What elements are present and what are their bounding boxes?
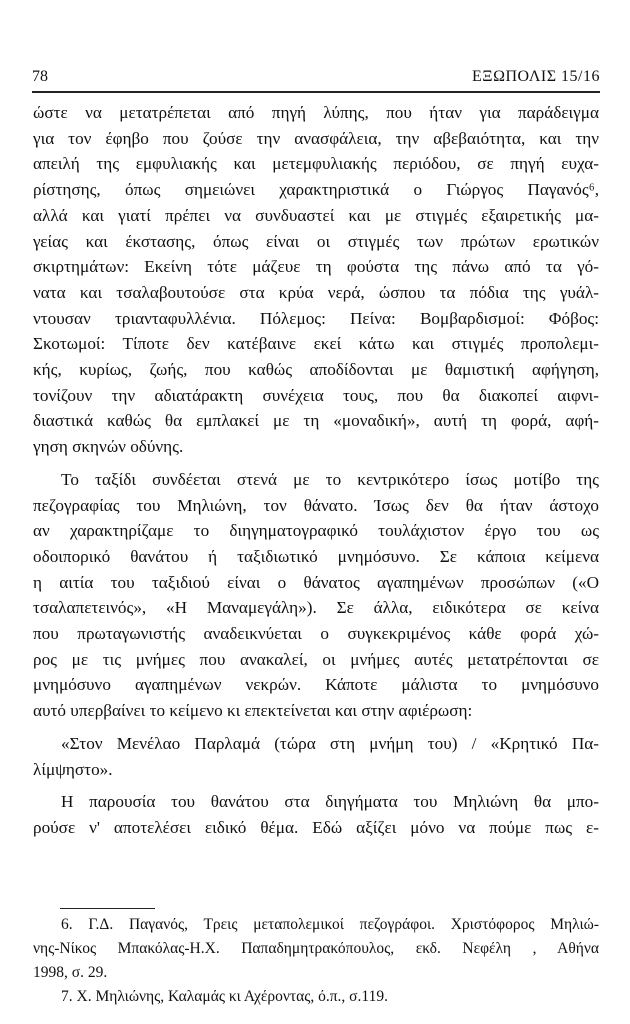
paragraph-3	[33, 731, 599, 782]
footnote-line: νης-Νίκος Μπακόλας-Η.Χ. Παπαδημητρακόπουλος, εκδ. Νεφέλη , Αθήνα	[33, 940, 599, 957]
text-line: γείας και έκστασης, όπως είναι οι στιγμές των πρώτων ερωτικών	[33, 231, 599, 251]
paragraph-4	[33, 789, 599, 840]
paragraph-2	[33, 467, 599, 724]
text-line: πεζογραφίας του Μηλιώνη, τον θάνατο. Ίσως δεν θα ήταν άστοχο	[33, 495, 599, 515]
text-line: νατα και τσαλαβουτούσε στα κρύα νερά, ώσπου τα πόδια της γυάλ-	[33, 282, 599, 302]
footnote-rule	[60, 908, 155, 909]
paragraph-1	[33, 100, 599, 460]
footnote-line: 1998, σ. 29.	[33, 964, 108, 981]
text-line: σκιρτημάτων: Εκείνη τότε μάζευε τη φούστα της πάνω από τα γό-	[33, 257, 599, 277]
body-text	[33, 100, 599, 841]
text-line: που πρωταγωνιστής αναδεικνύεται ο συγκεκριμένος κάθε φορά χώ-	[33, 624, 599, 644]
text-line: τονίζουν την αδιατάρακτη συνέχεια τους, που θα διακοπεί αιφνι-	[33, 385, 599, 405]
footnote-6	[33, 913, 599, 985]
header-rule	[32, 91, 600, 93]
text-line: τσαλαπετεινός», «Η Μαναμεγάλη»). Σε άλλα, ειδικότερα σε κείνα	[33, 598, 599, 618]
text-line: ρίστησης, όπως σημειώνει χαρακτηριστικά ο Γιώργος Παγανός⁶,	[33, 180, 599, 200]
text-line: ντουσαν τριανταφυλλένια. Πόλεμος: Πείνα: Βομβαρδισμοί: Φόβος:	[33, 308, 599, 328]
journal-title: ΕΞΩΠΟΛΙΣ 15/16	[472, 68, 600, 85]
text-line: λίμψηστο».	[33, 759, 113, 779]
footnote-7: 7. Χ. Μηλιώνης, Καλαμάς κι Αχέροντας, ό.π., σ.119.	[61, 988, 388, 1005]
text-line: Το ταξίδι συνδέεται στενά με το κεντρικότερο ίσως μοτίβο της	[61, 469, 599, 489]
text-line: οδοιπορικό θανάτου ή ταξιδιωτικό μνημόσυνο. Σε κάποια κείμενα	[33, 546, 599, 566]
text-line: απειλή της εμφυλιακής και μετεμφυλιακής περιόδου, σε πηγή ευχα-	[33, 154, 599, 174]
footnotes	[33, 913, 599, 1009]
text-line: ρος με τις μνήμες που ανακαλεί, οι μνήμες αυτές μετατρέπονται σε	[33, 649, 599, 669]
text-line: «Στον Μενέλαο Παρλαμά (τώρα στη μνήμη του) / «Κρητικό Πα-	[61, 733, 599, 753]
running-header	[32, 68, 600, 90]
text-line: η αιτία του ταξιδιού είναι ο θάνατος αγαπημένων προσώπων («Ο	[33, 572, 599, 592]
text-line: αυτό υπερβαίνει το κείμενο κι επεκτείνεται και στην αφιέρωση:	[33, 701, 473, 721]
text-line: ρούσε ν' αποτελέσει ειδικό θέμα. Εδώ αξίζει μόνο να πούμε πως ε-	[33, 817, 599, 837]
text-line: κής, κυρίως, ζωής, που καθώς αποδίδονται με θαμιστική αφήγηση,	[33, 360, 599, 380]
text-line: διαστικά καθώς θα εμπλακεί με τη «μοναδική», αυτή τη φορά, αφή-	[33, 411, 599, 431]
text-line: αλλά και γιατί πρέπει να συνδυαστεί και με στιγμές εξαιρετικής μα-	[33, 205, 599, 225]
footnote-line: 6. Γ.Δ. Παγανός, Τρεις μεταπολεμικοί πεζογράφοι. Χριστόφορος Μηλιώ-	[61, 916, 599, 933]
text-line: Σκοτωμοί: Τίποτε δεν κατέβαινε εκεί κάτω και στιγμές προπολεμι-	[33, 334, 599, 354]
text-line: ώστε να μετατρέπεται από πηγή λύπης, που ήταν για παράδειγμα	[33, 103, 599, 122]
text-line: Η παρουσία του θανάτου στα διηγήματα του Μηλιώνη θα μπο-	[61, 792, 599, 812]
page-number: 78	[32, 68, 48, 85]
text-line: αν χαρακτηρίζαμε το διηγηματογραφικό τουλάχιστον έργο του ως	[33, 521, 599, 541]
text-line: γηση σκηνών οδύνης.	[33, 437, 184, 457]
text-line: για τον έφηβο που ζούσε την ανασφάλεια, την αβεβαιότητα, και την	[33, 128, 599, 148]
text-line: μνημόσυνο αγαπημένων νεκρών. Κάποτε μάλιστα το μνημόσυνο	[33, 675, 599, 695]
